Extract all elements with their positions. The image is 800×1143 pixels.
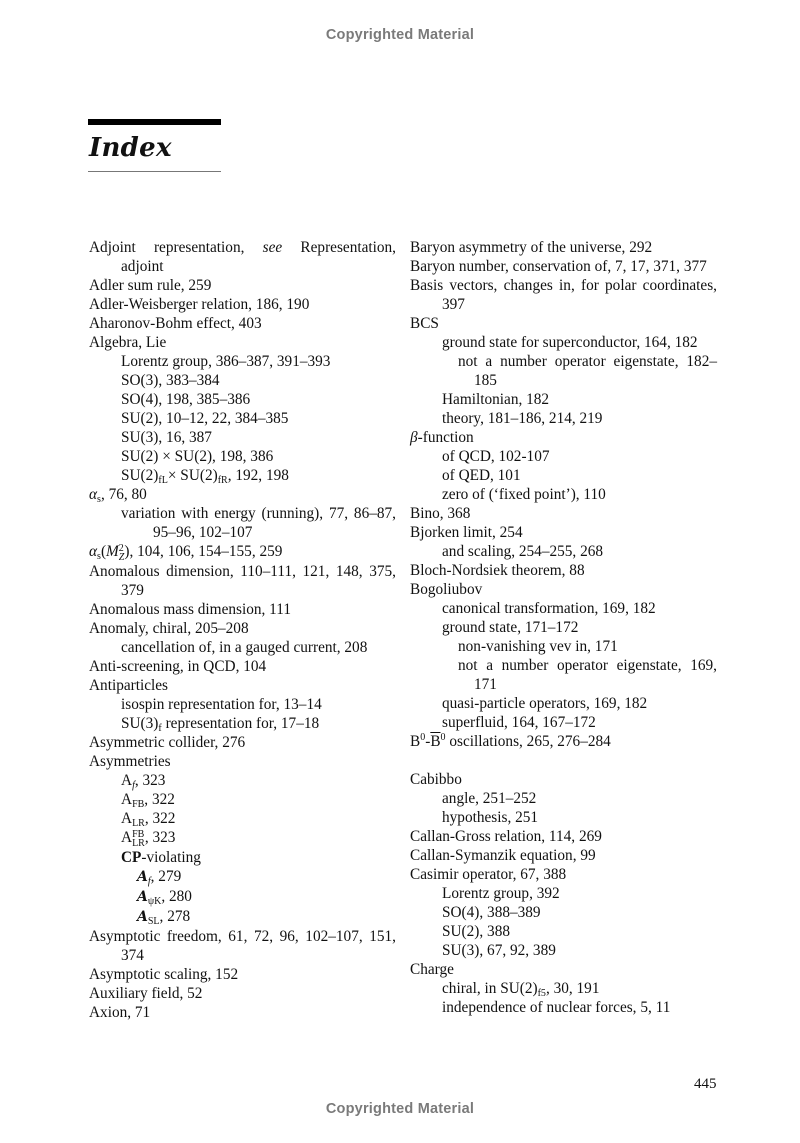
index-subentry xyxy=(89,371,396,390)
subscript: Z xyxy=(118,552,125,563)
entry-text: A xyxy=(121,772,133,789)
copyright-watermark-bottom: Copyrighted Material xyxy=(325,1101,475,1117)
subscript: LR xyxy=(132,818,145,829)
index-subentry xyxy=(410,485,717,504)
index-entry xyxy=(410,276,717,314)
italic-text: β xyxy=(410,429,418,446)
entry-text: , 278 xyxy=(159,908,191,925)
entry-text: , 279 xyxy=(150,868,182,885)
index-entry xyxy=(89,295,396,314)
entry-text: Anomaly, chiral, 205–208 xyxy=(89,620,249,637)
index-entry xyxy=(410,238,717,257)
index-subentry xyxy=(89,638,396,657)
entry-text: quasi-particle operators, 169, 182 xyxy=(442,695,648,712)
index-subentry xyxy=(89,695,396,714)
entry-text: Antiparticles xyxy=(89,677,169,694)
index-entry xyxy=(89,1003,396,1022)
entry-spacer xyxy=(410,751,717,770)
index-entry xyxy=(410,865,717,884)
entry-text: Adler-Weisberger relation, 186, 190 xyxy=(89,296,310,313)
overlined-symbol: $\overline{B}$ xyxy=(430,733,441,750)
index-subentry xyxy=(89,352,396,371)
index-entry xyxy=(89,752,396,771)
entry-text: ground state for superconductor, 164, 182 xyxy=(442,334,698,351)
entry-text: Aharonov-Bohm effect, 403 xyxy=(89,315,262,332)
index-subentry xyxy=(89,771,396,790)
entry-text: independence of nuclear forces, 5, 11 xyxy=(442,999,671,1016)
entry-text: and scaling, 254–255, 268 xyxy=(442,543,604,560)
subscript: FB xyxy=(132,799,145,810)
index-subsubentry xyxy=(410,656,717,694)
index-entry xyxy=(89,542,396,562)
entry-text: Algebra, Lie xyxy=(89,334,167,351)
index-entry xyxy=(89,927,396,965)
entry-text: Bino, 368 xyxy=(410,505,471,522)
index-entry xyxy=(410,561,717,580)
index-subentry xyxy=(89,447,396,466)
index-entry xyxy=(410,257,717,276)
index-column-left xyxy=(89,238,396,1022)
entry-text: cancellation of, in a gauged current, 208 xyxy=(121,639,368,656)
entry-text: Adjoint representation, xyxy=(89,239,263,256)
index-subentry xyxy=(89,790,396,809)
entry-text: representation for, 17–18 xyxy=(161,715,320,732)
index-subentry xyxy=(410,390,717,409)
index-subentry xyxy=(410,884,717,903)
index-subentry xyxy=(410,789,717,808)
italic-text: see xyxy=(262,239,283,256)
entry-text: Charge xyxy=(410,961,454,978)
entry-text: of QED, 101 xyxy=(442,467,521,484)
entry-text: SU(3), 16, 387 xyxy=(121,429,212,446)
index-subentry xyxy=(410,466,717,485)
index-subentry xyxy=(89,390,396,409)
entry-text: canonical transformation, 169, 182 xyxy=(442,600,656,617)
index-subentry xyxy=(89,809,396,828)
entry-text: Bjorken limit, 254 xyxy=(410,524,523,541)
italic-text: α xyxy=(89,486,98,503)
index-entry xyxy=(89,657,396,676)
entry-text: SU(2) xyxy=(121,467,159,484)
index-entry xyxy=(89,333,396,352)
index-subentry xyxy=(89,428,396,447)
superscript: 2 xyxy=(118,543,124,554)
entry-text: theory, 181–186, 214, 219 xyxy=(442,410,603,427)
entry-text: Auxiliary field, 52 xyxy=(89,985,203,1002)
entry-text: Callan-Symanzik equation, 99 xyxy=(410,847,596,864)
index-subsubentry xyxy=(410,352,717,390)
entry-text: SU(2), 10–12, 22, 384–385 xyxy=(121,410,289,427)
entry-text: Adler sum rule, 259 xyxy=(89,277,212,294)
entry-text: oscillations, 265, 276–284 xyxy=(445,733,611,750)
index-subentry xyxy=(410,979,717,998)
entry-text: SO(4), 198, 385–386 xyxy=(121,391,251,408)
index-subentry xyxy=(89,848,396,867)
entry-text: - xyxy=(425,733,431,750)
index-subentry xyxy=(410,713,717,732)
entry-text: , 76, 80 xyxy=(100,486,147,503)
entry-text: SO(4), 388–389 xyxy=(442,904,541,921)
superscript: FB xyxy=(132,829,145,840)
index-entry xyxy=(410,428,717,447)
index-subentry xyxy=(410,998,717,1017)
entry-text: Anti-screening, in QCD, 104 xyxy=(89,658,267,675)
index-entry xyxy=(89,276,396,295)
entry-text: non-vanishing vev in, 171 xyxy=(458,638,618,655)
entry-text: , 192, 198 xyxy=(227,467,289,484)
entry-text: BCS xyxy=(410,315,439,332)
subscript: f xyxy=(158,723,162,734)
index-entry xyxy=(410,960,717,979)
entry-text: Anomalous dimension, 110–111, 121, 148, 375, 379 xyxy=(89,563,396,599)
entry-text: Asymmetries xyxy=(89,753,171,770)
subscript: fL xyxy=(158,475,168,486)
entry-text: , 322 xyxy=(144,791,175,808)
index-subsubentry xyxy=(89,887,396,907)
subscript: SL xyxy=(147,916,160,927)
subscript: s xyxy=(97,551,101,562)
superscript: 0 xyxy=(420,732,426,743)
entry-text: -violating xyxy=(141,849,201,866)
entry-text: Bloch-Nordsiek theorem, 88 xyxy=(410,562,585,579)
index-entry xyxy=(410,846,717,865)
entry-text: -function xyxy=(417,429,474,446)
entry-text: Axion, 71 xyxy=(89,1004,151,1021)
index-subentry xyxy=(410,903,717,922)
entry-text: , 323 xyxy=(144,829,176,846)
title-rule-thin xyxy=(88,171,221,172)
page-title: Index xyxy=(89,133,172,163)
subscript: fR xyxy=(217,475,228,486)
index-subentry xyxy=(89,828,396,848)
entry-text: B xyxy=(410,733,421,750)
entry-text: Baryon number, conservation of, 7, 17, 371, 377 xyxy=(410,258,707,275)
index-entry xyxy=(410,580,717,599)
index-column-right xyxy=(410,238,717,1017)
entry-text: Asymptotic scaling, 152 xyxy=(89,966,239,983)
index-subentry xyxy=(410,808,717,827)
index-subentry xyxy=(89,409,396,428)
entry-text: ground state, 171–172 xyxy=(442,619,579,636)
entry-text: × SU(2) xyxy=(167,467,218,484)
index-entry xyxy=(410,732,717,751)
entry-text: ), 104, 106, 154–155, 259 xyxy=(124,543,283,560)
entry-text: chiral, in SU(2) xyxy=(442,980,538,997)
entry-text: Lorentz group, 386–387, 391–393 xyxy=(121,353,331,370)
index-entry xyxy=(410,827,717,846)
entry-text: Basis vectors, changes in, for polar coordinates, 397 xyxy=(410,277,717,313)
index-entry xyxy=(89,984,396,1003)
index-subentry xyxy=(410,447,717,466)
subscript: f5 xyxy=(537,988,546,999)
script-symbol: A xyxy=(137,909,148,925)
index-entry xyxy=(410,770,717,789)
superscript: 0 xyxy=(440,732,446,743)
subscript: LR xyxy=(132,838,145,849)
entry-text: Asymptotic freedom, 61, 72, 96, 102–107, 151, 374 xyxy=(89,928,396,964)
entry-text: SU(3) xyxy=(121,715,159,732)
entry-text: of QCD, 102-107 xyxy=(442,448,550,465)
entry-text: Bogoliubov xyxy=(410,581,483,598)
entry-text: , 280 xyxy=(161,888,192,905)
entry-text: A xyxy=(121,829,133,846)
entry-text: SU(2), 388 xyxy=(442,923,510,940)
index-entry xyxy=(89,238,396,276)
entry-text: zero of (‘fixed point’), 110 xyxy=(442,486,606,503)
index-entry xyxy=(410,504,717,523)
entry-text: Anomalous mass dimension, 111 xyxy=(89,601,291,618)
entry-text: SO(3), 383–384 xyxy=(121,372,220,389)
bold-text: CP xyxy=(121,849,142,866)
entry-text: variation with energy (running), 77, 86–87, 95–96, 102–107 xyxy=(121,505,396,541)
entry-text: A xyxy=(121,810,133,827)
entry-text: ( xyxy=(100,543,107,560)
entry-text: not a number operator eigenstate, 182–185 xyxy=(458,353,717,389)
entry-text: Hamiltonian, 182 xyxy=(442,391,550,408)
subscript: ψK xyxy=(147,896,162,907)
index-subentry xyxy=(89,504,396,542)
script-symbol: A xyxy=(137,869,148,885)
page-number: 445 xyxy=(694,1076,717,1092)
entry-text: isospin representation for, 13–14 xyxy=(121,696,322,713)
entry-text: Lorentz group, 392 xyxy=(442,885,560,902)
index-entry xyxy=(89,619,396,638)
index-entry xyxy=(89,965,396,984)
entry-text: A xyxy=(121,791,133,808)
copyright-watermark-top: Copyrighted Material xyxy=(325,27,475,43)
index-entry xyxy=(89,676,396,695)
index-entry xyxy=(89,314,396,333)
entry-text: Callan-Gross relation, 114, 269 xyxy=(410,828,602,845)
index-subsubentry xyxy=(410,637,717,656)
index-subentry xyxy=(89,466,396,485)
index-subentry xyxy=(410,599,717,618)
index-subentry xyxy=(410,542,717,561)
index-subentry xyxy=(410,694,717,713)
index-entry xyxy=(89,600,396,619)
entry-text: , 322 xyxy=(144,810,176,827)
index-entry xyxy=(89,733,396,752)
index-subentry xyxy=(410,941,717,960)
index-subentry xyxy=(410,409,717,428)
index-subentry xyxy=(410,618,717,637)
entry-text: Cabibbo xyxy=(410,771,462,788)
italic-text: M xyxy=(106,543,119,560)
entry-text: Asymmetric collider, 276 xyxy=(89,734,246,751)
entry-text: angle, 251–252 xyxy=(442,790,537,807)
index-subsubentry xyxy=(89,907,396,927)
index-entry xyxy=(410,523,717,542)
subscript: s xyxy=(97,494,101,505)
index-entry xyxy=(89,485,396,504)
script-symbol: A xyxy=(137,889,148,905)
entry-text: , 323 xyxy=(134,772,166,789)
index-subsubentry xyxy=(89,867,396,887)
index-subentry xyxy=(410,333,717,352)
entry-text: , 30, 191 xyxy=(545,980,600,997)
entry-text: SU(2) × SU(2), 198, 386 xyxy=(121,448,274,465)
sub-superscript xyxy=(132,830,145,848)
subscript: f xyxy=(132,780,135,791)
entry-text: SU(3), 67, 92, 389 xyxy=(442,942,556,959)
italic-text: α xyxy=(89,543,98,560)
index-subentry xyxy=(89,714,396,733)
index-entry xyxy=(410,314,717,333)
index-entry xyxy=(89,562,396,600)
entry-text: not a number operator eigenstate, 169, 171 xyxy=(458,657,717,693)
entry-text: Casimir operator, 67, 388 xyxy=(410,866,567,883)
index-subentry xyxy=(410,922,717,941)
entry-text: superfluid, 164, 167–172 xyxy=(442,714,596,731)
entry-text: Representation, adjoint xyxy=(121,239,396,275)
title-rule-thick xyxy=(88,119,221,125)
entry-text: hypothesis, 251 xyxy=(442,809,539,826)
entry-text: Baryon asymmetry of the universe, 292 xyxy=(410,239,653,256)
subscript: f xyxy=(147,876,151,887)
